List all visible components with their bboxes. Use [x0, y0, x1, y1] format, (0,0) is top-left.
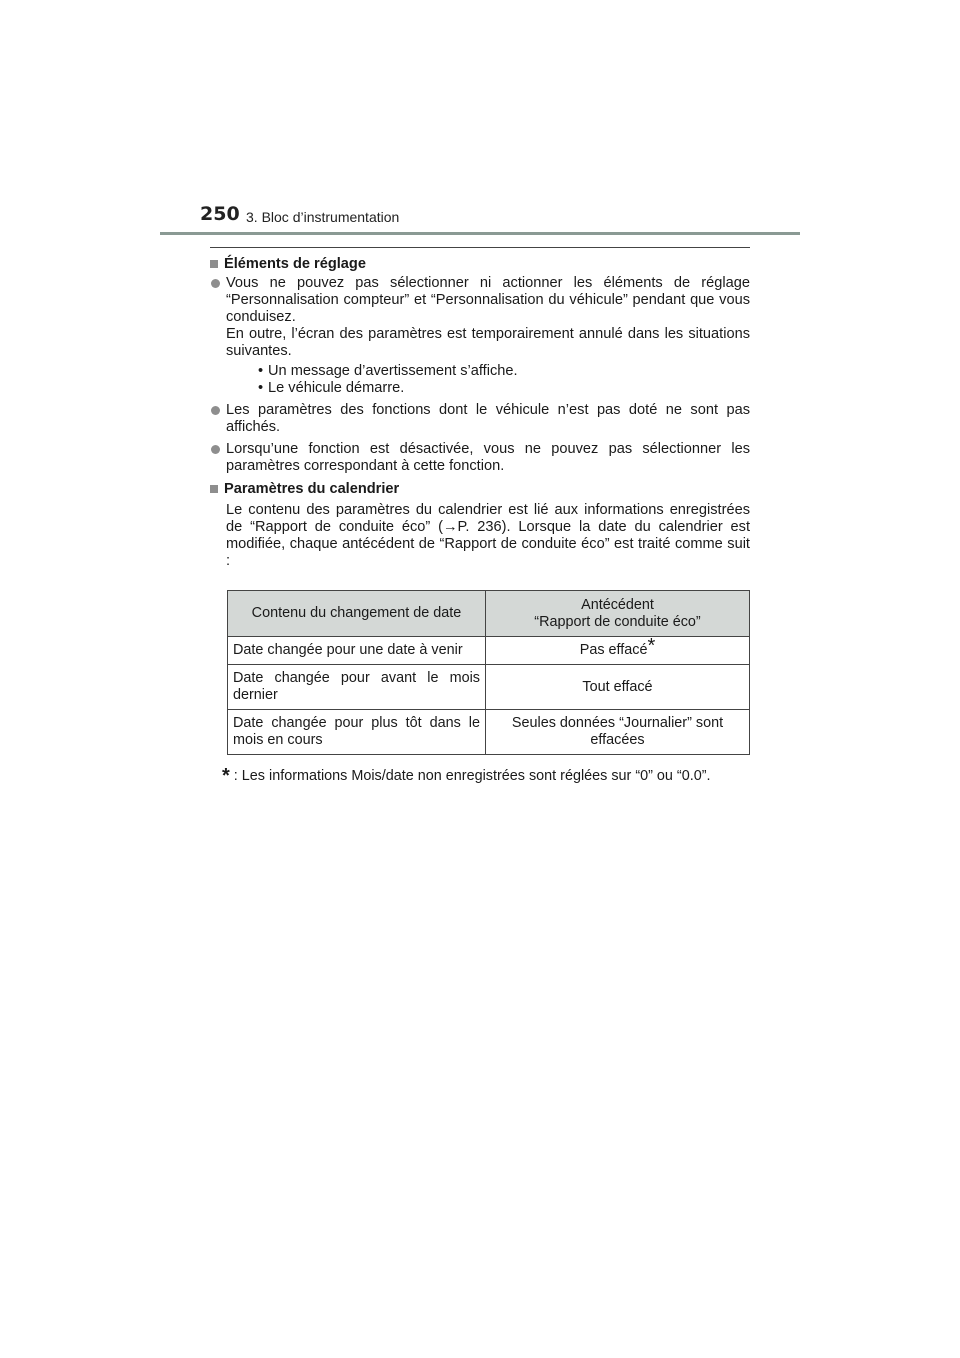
calendar-table	[227, 590, 750, 755]
table-header-cell: Contenu du changement de date	[228, 591, 486, 637]
bullet-item	[210, 441, 750, 475]
section-heading-reglage: Éléments de réglage	[210, 256, 750, 273]
chapter-title: 3. Bloc d’instrumentation	[246, 209, 400, 225]
table-cell: Seules données “Journalier” sont effacées	[486, 710, 750, 755]
circle-bullet-icon	[211, 445, 220, 454]
section-rule	[210, 247, 750, 248]
table-cell: Date changée pour plus tôt dans le mois en cours	[228, 710, 486, 755]
square-bullet-icon	[210, 260, 218, 268]
table-cell: Pas effacé*	[486, 637, 750, 665]
page-number: 250	[200, 203, 240, 225]
bullet-text: Les paramètres des fonctions dont le véhicule n’est pas doté ne sont pas affichés.	[226, 402, 750, 435]
bullet-text: Lorsqu’une fonction est désactivée, vous ne pouvez pas sélectionner les paramètres correspondant à cette fonction.	[226, 441, 750, 474]
sub-list-item: • Le véhicule démarre.	[258, 380, 750, 397]
footnote-mark: *	[222, 765, 230, 787]
table-row	[228, 710, 750, 755]
footnote-text: : Les informations Mois/date non enregistrées sont réglées sur “0” ou “0.0”.	[233, 768, 711, 784]
page-content	[210, 256, 750, 570]
circle-bullet-icon	[211, 279, 220, 288]
circle-bullet-icon	[211, 406, 220, 415]
bullet-text: En outre, l’écran des paramètres est temporairement annulé dans les situations suivantes.	[226, 326, 750, 359]
asterisk-mark: *	[647, 635, 656, 657]
bullet-text: Vous ne pouvez pas sélectionner ni actionner les éléments de réglage “Personnalisation compteur” et “Personnalisation du véhicule” pendant que vous conduisez.	[226, 275, 750, 325]
table-cell: Tout effacé	[486, 665, 750, 710]
header-rule	[160, 232, 800, 235]
table-header-cell: Antécédent “Rapport de conduite éco”	[486, 591, 750, 637]
footnote	[222, 763, 711, 786]
table-cell: Date changée pour avant le mois dernier	[228, 665, 486, 710]
bullet-item	[210, 275, 750, 397]
section-heading-calendrier: Paramètres du calendrier	[210, 481, 750, 498]
bullet-item	[210, 402, 750, 436]
square-bullet-icon	[210, 485, 218, 493]
section-paragraph: Le contenu des paramètres du calendrier est lié aux informations enregistrées de “Rapport de conduite éco” (→P. 236). Lorsque la date du calendrier est modifiée, chaque antécédent de “Rapport de conduite éco” est traité comme suit :	[226, 502, 750, 569]
sub-list-item: • Un message d’avertissement s’affiche.	[258, 363, 750, 380]
table-row	[228, 665, 750, 710]
sub-list	[226, 363, 750, 397]
table-cell: Date changée pour une date à venir	[228, 637, 486, 665]
table-row	[228, 637, 750, 665]
